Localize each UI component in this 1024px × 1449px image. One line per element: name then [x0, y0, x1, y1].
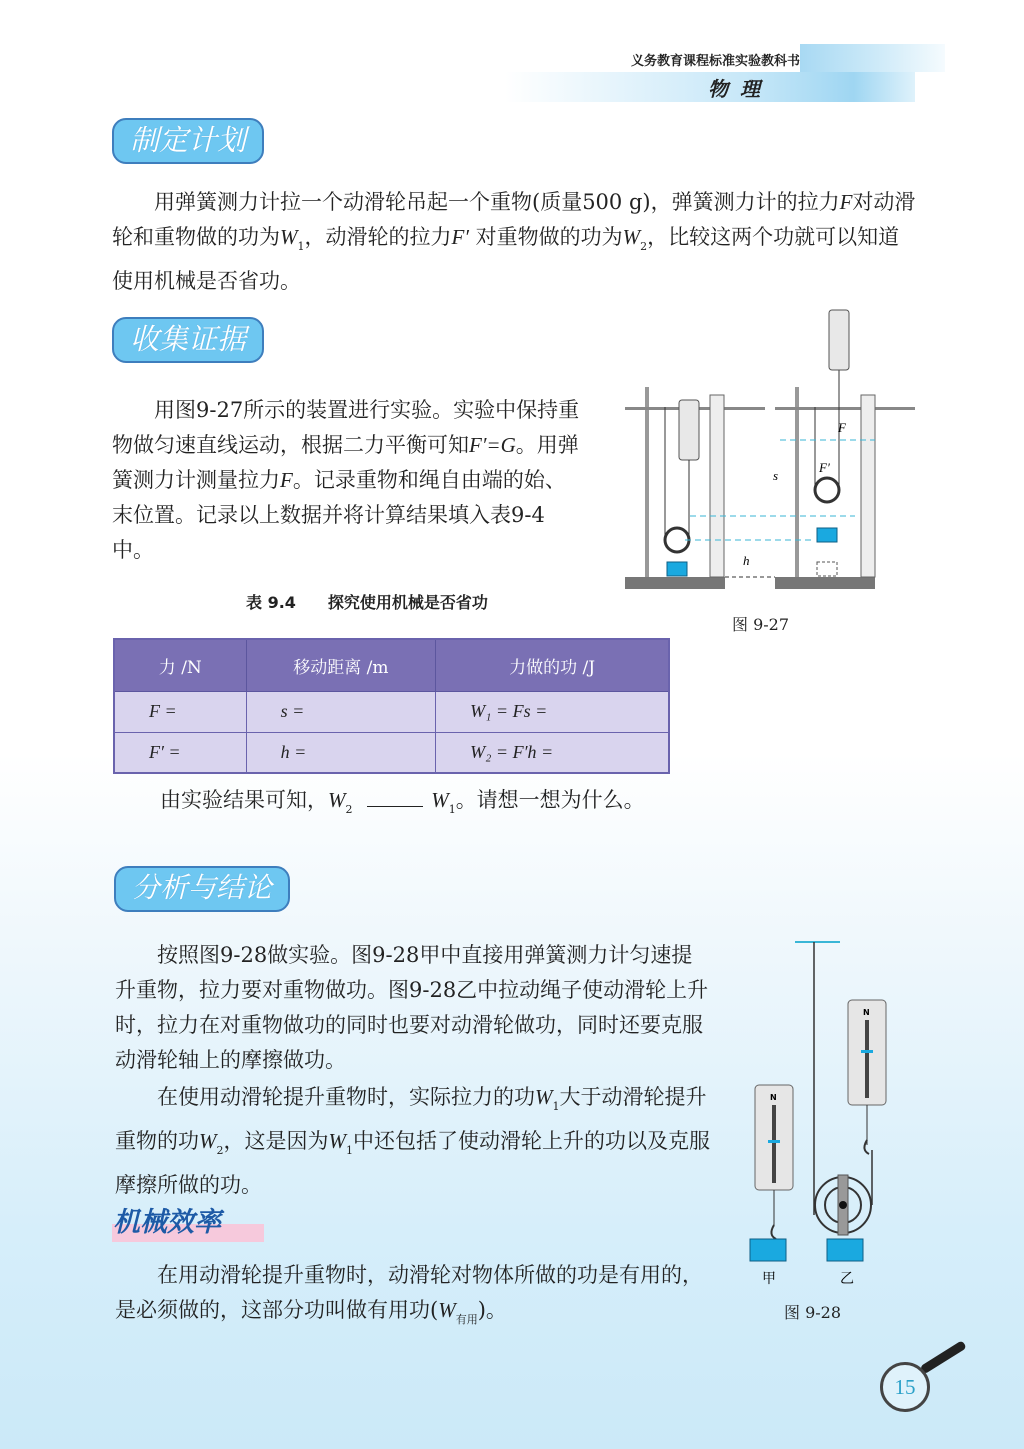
header-decor-bar-top: [800, 44, 945, 72]
header-distance: 移动距离 /m: [246, 639, 436, 691]
analysis-paragraph-2: 在使用动滑轮提升重物时，实际拉力的功$W_1$大于动滑轮提升重物的功$W_2$，这是因为$W_1$中还包括了使动滑轮上升的功以及克服摩擦所做的功。: [115, 1085, 710, 1197]
spring-scale-left-icon: [679, 400, 699, 460]
analysis-paragraph-1: 按照图9-28做实验。图9-28甲中直接用弹簧测力计匀速提升重物，拉力要对重物做功。图9-28乙中拉动绳子使动滑轮上升时，拉力在对重物做功的同时也要对动滑轮做功，同时还要克服动滑轮轴上的摩擦做功。: [115, 943, 709, 1072]
cell-force-F: F =: [114, 691, 246, 732]
evidence-paragraph: 用图9-27所示的装置进行实验。实验中保持重物做匀速直线运动，根据二力平衡可知F′=G。用弹簧测力计测量拉力F。记录重物和绳自由端的始、末位置。记录以上数据并将计算结果填入表9-4中。: [112, 398, 580, 562]
svg-text:N: N: [863, 1008, 870, 1017]
stand-base-right-icon: [775, 577, 875, 589]
weight-block-left-icon: [667, 562, 687, 576]
weight-block-yi-icon: [827, 1239, 863, 1261]
cell-work-W2: W₂ = F′h =: [436, 732, 669, 773]
cell-distance-s: s =: [246, 691, 436, 732]
textbook-series-title: 义务教育课程标准实验教科书: [630, 54, 800, 69]
cell-work-W1: W₁ = Fs =: [436, 691, 669, 732]
table-row: [114, 732, 669, 773]
weight-block-jia-icon: [750, 1239, 786, 1261]
efficiency-paragraph: 在用动滑轮提升重物时，动滑轮对物体所做的功是有用的，是必须做的，这部分功叫做有用功$(W_{有用})$。: [115, 1263, 703, 1326]
pulley-right-icon: [815, 478, 839, 502]
table-caption: 表 9.4 探究使用机械是否省功: [246, 593, 488, 612]
section-badge-plan: 制定计划: [112, 118, 264, 164]
section-badge-evidence: 收集证据: [112, 317, 264, 363]
cell-distance-h: h =: [246, 732, 436, 773]
stand-base-left-icon: [625, 577, 725, 589]
svg-text:N: N: [770, 1093, 777, 1102]
experiment-conclusion-line: 由实验结果可知，$W_2$ $W_1$。请想一想为什么。: [160, 788, 645, 816]
weight-block-right-icon: [817, 528, 837, 542]
spring-scale-right-icon: [829, 310, 849, 370]
header-force: 力 /N: [114, 639, 246, 691]
svg-text:乙: 乙: [840, 1271, 854, 1287]
svg-text:s: s: [773, 468, 779, 483]
svg-text:F′: F′: [819, 460, 830, 475]
page-number-magnifier-icon: 15: [880, 1362, 930, 1412]
figure-9-27-pulley-apparatus: [615, 280, 925, 600]
svg-text:h: h: [743, 553, 750, 568]
header-work: 力做的功 /J: [436, 639, 669, 691]
experiment-data-table: [113, 638, 670, 774]
table-header-row: [114, 639, 669, 691]
magnifier-handle-icon: [920, 1340, 967, 1374]
efficiency-title: 机械效率: [113, 1207, 221, 1238]
hook-jia-icon: [771, 1225, 776, 1239]
table-row: [114, 691, 669, 732]
cell-force-Fprime: F′ =: [114, 732, 246, 773]
svg-text:F: F: [838, 420, 846, 435]
figure-9-28-spring-scales: [730, 935, 920, 1295]
figure-9-27-caption: 图 9-27: [732, 615, 790, 634]
section-badge-analysis: 分析与结论: [114, 866, 290, 912]
fill-in-blank[interactable]: [367, 787, 423, 807]
subject-title: 物理: [708, 77, 772, 101]
plan-paragraph: 用弹簧测力计拉一个动滑轮吊起一个重物(质量500 g)，弹簧测力计的拉力F对动滑轮和重物做的功为$W_1$，动滑轮的拉力F′ 对重物做的功为$W_2$，比较这两个功就可以知道使用机械是否省功。: [112, 190, 916, 293]
svg-text:甲: 甲: [762, 1271, 776, 1287]
figure-9-28-caption: 图 9-28: [784, 1303, 842, 1322]
